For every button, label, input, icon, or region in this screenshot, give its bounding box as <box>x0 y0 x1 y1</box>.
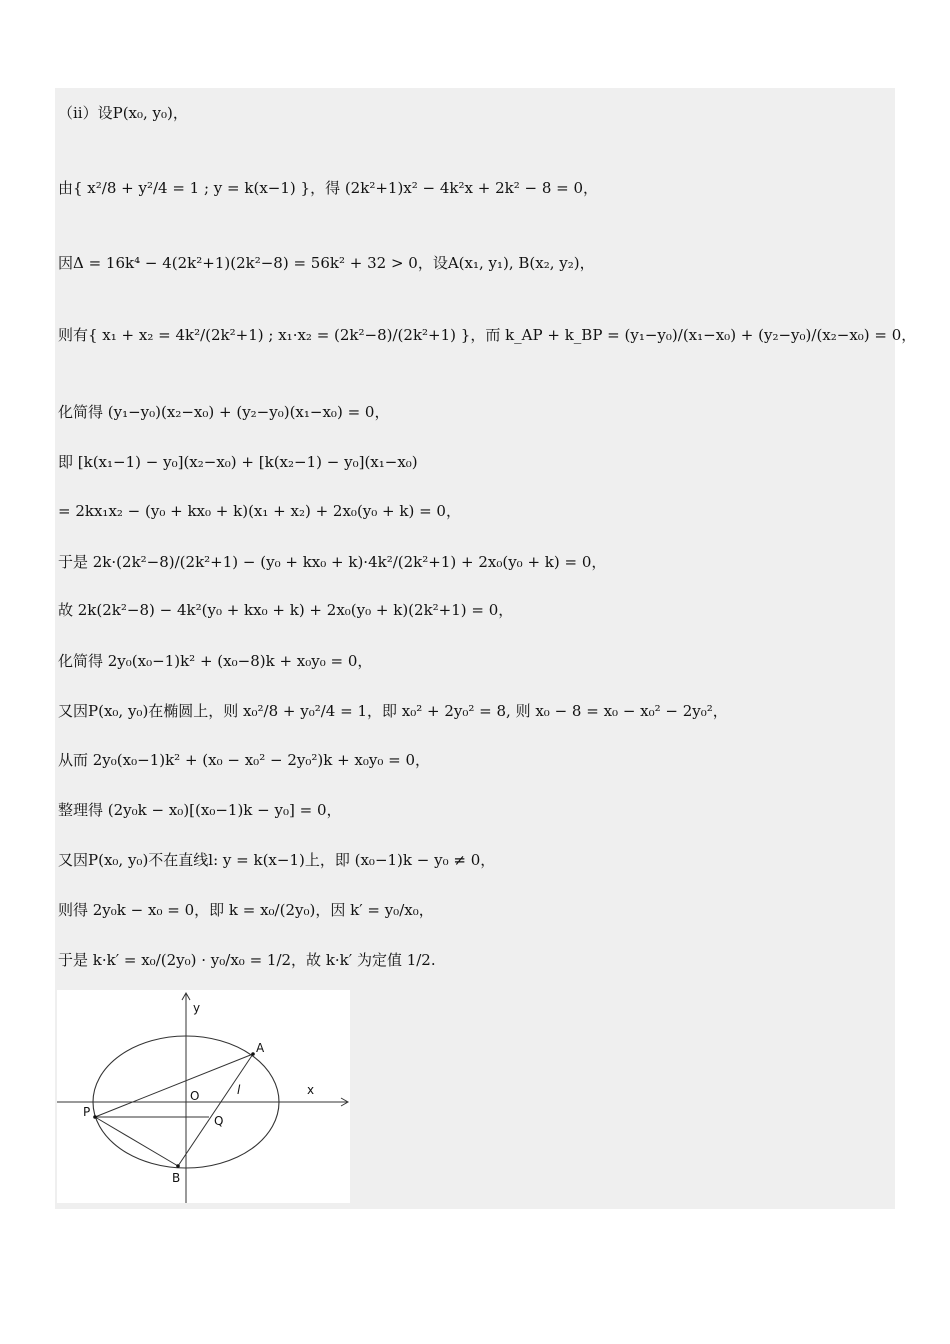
line-l <box>178 1054 253 1166</box>
solution-line-8: 于是 2k·(2k²−8)/(2k²+1) − (y₀ + kx₀ + k)·4k²/(2k²+1) + 2x₀(y₀ + k) = 0， <box>58 553 607 571</box>
segment-PA <box>95 1054 253 1117</box>
ellipse-diagram <box>57 990 350 1203</box>
solution-line-7: = 2kx₁x₂ − (y₀ + kx₀ + k)(x₁ + x₂) + 2x₀(y₀ + k) = 0， <box>58 502 461 520</box>
solution-line-11: 又因P(x₀, y₀)在椭圆上，则 x₀²/8 + y₀²/4 = 1，即 x₀² + 2y₀² = 8, 则 x₀ − 8 = x₀ − x₀² − 2y₀²， <box>58 702 728 720</box>
segment-PB <box>95 1117 178 1166</box>
solution-line-6: 即 [k(x₁−1) − y₀](x₂−x₀) + [k(x₂−1) − y₀](x₁−x₀) <box>58 453 418 471</box>
solution-line-15: 则得 2y₀k − x₀ = 0，即 k = x₀/(2y₀)，因 k′ = y₀/x₀， <box>58 901 434 919</box>
point-P <box>93 1115 97 1119</box>
label-O: O <box>190 1089 200 1103</box>
solution-line-4: 则有{ x₁ + x₂ = 4k²/(2k²+1) ; x₁·x₂ = (2k²−8)/(2k²+1) }，而 k_AP + k_BP = (y₁−y₀)/(x₁−x₀) + (y₂−y₀)/(x₂−x₀) = 0， <box>58 326 917 344</box>
solution-line-14: 又因P(x₀, y₀)不在直线l: y = k(x−1)上，即 (x₀−1)k − y₀ ≠ 0， <box>58 851 496 869</box>
label-y: y <box>193 1001 201 1015</box>
point-B <box>176 1164 180 1168</box>
solution-line-5: 化简得 (y₁−y₀)(x₂−x₀) + (y₂−y₀)(x₁−x₀) = 0， <box>58 403 390 421</box>
solution-line-12: 从而 2y₀(x₀−1)k² + (x₀ − x₀² − 2y₀²)k + x₀y₀ = 0， <box>58 751 431 769</box>
solution-line-13: 整理得 (2y₀k − x₀)[(x₀−1)k − y₀] = 0， <box>58 801 342 819</box>
label-x: x <box>307 1083 315 1097</box>
solution-line-3: 因Δ = 16k⁴ − 4(2k²+1)(2k²−8) = 56k² + 32 > 0，设A(x₁, y₁), B(x₂, y₂)， <box>58 254 595 272</box>
label-B: B <box>172 1171 181 1185</box>
label-A: A <box>256 1041 265 1055</box>
label-l: l <box>237 1083 241 1097</box>
ellipse-figure <box>57 990 350 1203</box>
solution-line-16: 于是 k·k′ = x₀/(2y₀) · y₀/x₀ = 1/2，故 k·k′ 为定值 1/2. <box>58 951 436 969</box>
solution-line-10: 化简得 2y₀(x₀−1)k² + (x₀−8)k + x₀y₀ = 0， <box>58 652 373 670</box>
label-P: P <box>83 1105 91 1119</box>
solution-line-2: 由{ x²/8 + y²/4 = 1 ; y = k(x−1) }，得 (2k²+1)x² − 4k²x + 2k² − 8 = 0， <box>58 179 599 197</box>
solution-line-9: 故 2k(2k²−8) − 4k²(y₀ + kx₀ + k) + 2x₀(y₀ + k)(2k²+1) = 0， <box>58 601 514 619</box>
label-Q: Q <box>214 1114 224 1128</box>
point-A <box>251 1052 255 1056</box>
solution-line-1: （ii）设P(x₀, y₀)， <box>58 104 188 122</box>
